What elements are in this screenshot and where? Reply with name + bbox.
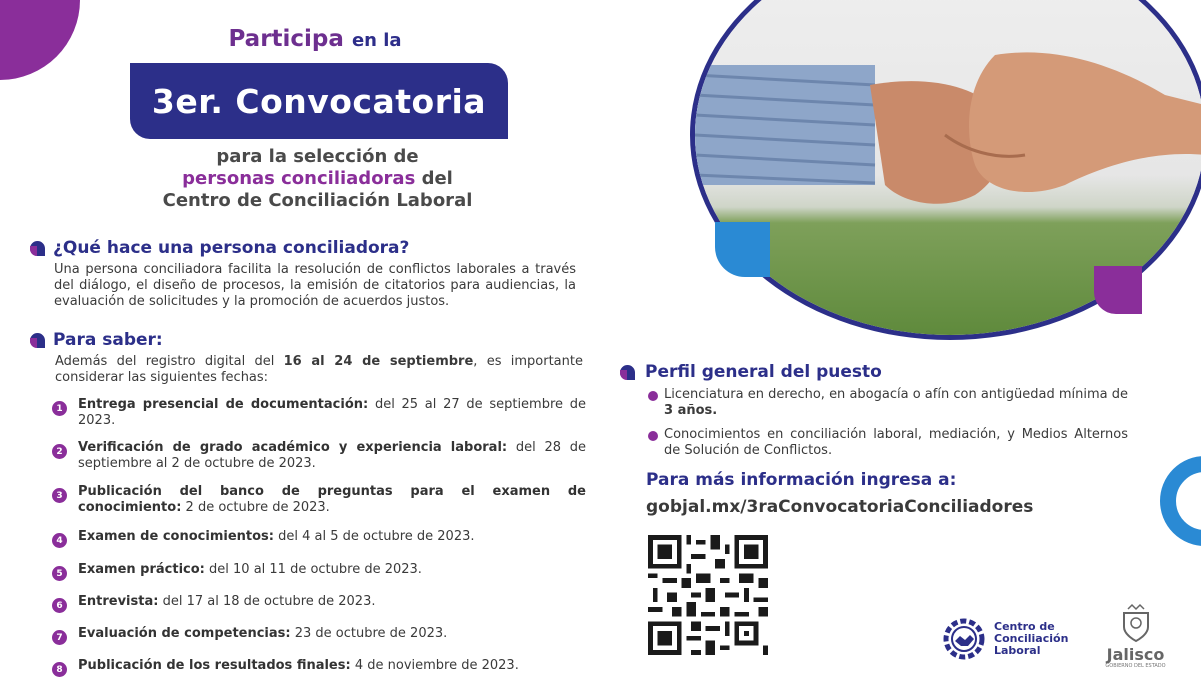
- bullet-dot: [648, 431, 658, 441]
- section-intro: Además del registro digital del 16 al 24 de septiembre, es importante considerar las siguientes fechas:: [55, 354, 583, 385]
- list-item: 1 Entrega presencial de documentación: del 25 al 27 de septiembre de 2023.: [52, 397, 588, 429]
- list-item: 5 Examen práctico: del 10 al 11 de octubre de 2023.: [52, 562, 588, 581]
- blue-ring-decoration: [1160, 456, 1201, 546]
- perfil-heading-row: [620, 362, 882, 382]
- qr-code[interactable]: [648, 535, 768, 655]
- perfil-list: [648, 387, 1128, 467]
- info-url[interactable]: gobjal.mx/3raConvocatoriaConciliadores: [646, 497, 1034, 517]
- step-number: 3: [52, 488, 67, 503]
- subtitle: para la selección de personas conciliadoras del Centro de Conciliación Laboral: [162, 146, 473, 211]
- section-body: Una persona conciliadora facilita la resolución de conflictos laborales a través del diálogo, el diseño de procesos, la emisión de citatorios para audiencias, la evaluación de solicitudes y la promoción de acuerdos justos.: [54, 262, 576, 309]
- bullet-dot: [648, 391, 658, 401]
- list-item: 6 Entrevista: del 17 al 18 de octubre de 2023.: [52, 594, 588, 613]
- list-item: 2 Verificación de grado académico y experiencia laboral: del 28 de septiembre al 2 de octubre de 2023.: [52, 440, 588, 472]
- jalisco-logo: Jalisco GOBIERNO DEL ESTADO: [1098, 603, 1173, 673]
- list-item: 3 Publicación del banco de preguntas para el examen de conocimiento: 2 de octubre de 2023.: [52, 484, 588, 516]
- step-number: 6: [52, 598, 67, 613]
- step-number: 8: [52, 662, 67, 677]
- list-item: 4 Examen de conocimientos: del 4 al 5 de octubre de 2023.: [52, 529, 588, 548]
- section-heading: Perfil general del puesto: [645, 362, 882, 382]
- page-title: 3er. Convocatoria: [130, 63, 508, 139]
- list-item: 7 Evaluación de competencias: 23 de octubre de 2023.: [52, 626, 588, 645]
- participa-heading: Participa en la: [228, 26, 402, 52]
- section-heading: ¿Qué hace una persona conciliadora?: [53, 238, 410, 258]
- list-item: 8 Publicación de los resultados finales: 4 de noviembre de 2023.: [52, 658, 588, 677]
- step-number: 2: [52, 444, 67, 459]
- info-heading: Para más información ingresa a:: [646, 470, 957, 490]
- purple-decoration: [1094, 266, 1142, 314]
- gear-handshake-icon: [940, 615, 988, 663]
- list-item: Licenciatura en derecho, en abogacía o afín con antigüedad mínima de 3 años.: [648, 387, 1128, 419]
- step-number: 5: [52, 566, 67, 581]
- step-number: 7: [52, 630, 67, 645]
- section-bullet-icon: [30, 333, 45, 348]
- section-para-saber: [30, 330, 590, 386]
- jalisco-crest-icon: [1116, 603, 1156, 643]
- list-item: Conocimientos en conciliación laboral, mediación, y Medios Alternos de Solución de Conflictos.: [648, 427, 1128, 459]
- section-heading: Para saber:: [53, 330, 163, 350]
- step-number: 4: [52, 533, 67, 548]
- section-que-hace: [30, 238, 590, 310]
- corner-decoration: [0, 0, 80, 80]
- section-bullet-icon: [30, 241, 45, 256]
- section-bullet-icon: [620, 365, 635, 380]
- ccl-logo: Centro de Conciliación Laboral: [940, 614, 1080, 664]
- step-number: 1: [52, 401, 67, 416]
